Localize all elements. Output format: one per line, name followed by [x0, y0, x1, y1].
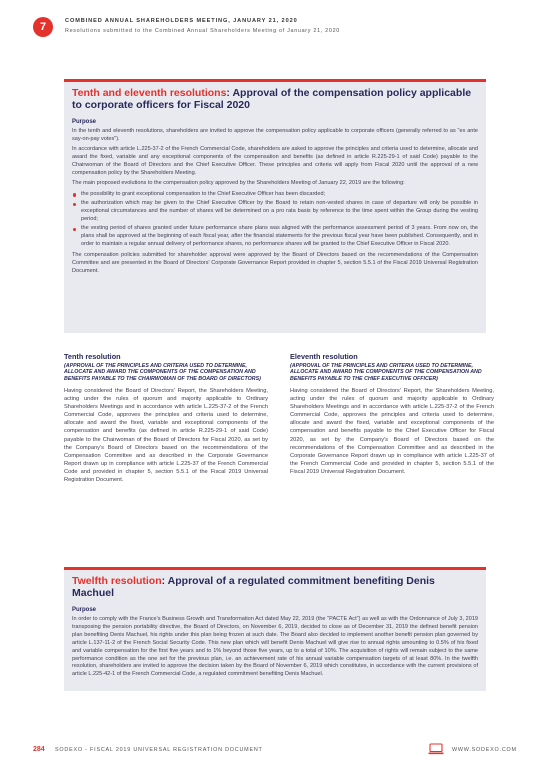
- bullet-dot-icon: [73, 203, 76, 206]
- header-subtitle: Resolutions submitted to the Combined Annual Shareholders Meeting of January 21, 2020: [65, 27, 340, 34]
- section-twelfth: [64, 567, 486, 691]
- website-link[interactable]: WWW.SODEXO.COM: [452, 747, 517, 753]
- resolution-body: Having considered the Board of Directors' Report, the Shareholders Meeting, acting under the rules of quorum and majority applicable to Ordinary Shareholders Meetings and in accordance with article L.225-37-2 of the French Commercial Code, approves the principles and criteria used to determine, allocate and award the fixed, variable and exceptional components of the compensation and benefits (as defined in article R.225-29-1 of said Code) payable to the Chairwoman of the Board of Directors for Fiscal 2020, as set by the Company's Board of Directors based on the recommendations of the Compensation Committee and as described in the Corporate Governance Report drawn up in compliance with article L.225-37 of the French Commercial Code and provided in chapter 5, section 5.5.1 of the Fiscal 2019 Universal Registration Document.: [64, 388, 268, 483]
- list-item: the possibility to grant exceptional compensation to the Chief Executive Officer has been discarded;: [72, 191, 478, 199]
- page-number: 284: [33, 746, 45, 753]
- resolution-title: Tenth resolution: [64, 352, 121, 361]
- bullet-dot-icon: [73, 228, 76, 231]
- resolution-title: Eleventh resolution: [290, 352, 358, 361]
- list-item: the vesting period of shares granted under future performance share plans was aligned with the performance assessment period of 3 years. From now on, the plans shall be approved at the beginning of each fiscal year, after the financial statements for the previous fiscal year have been published. Consequently, and in order to maintain a regular annual delivery of performance shares, no performance shares will be granted to the Chief Executive Officer in Fiscal 2020.: [72, 225, 478, 249]
- bullet-dot-icon: [73, 193, 76, 196]
- paragraph: In order to comply with the France's Business Growth and Transformation Act dated May 22, 2019 (the "PACTE Act") as well as with the Ordonnance of July 3, 2019 transposing the pension portability directive, the Board of Directors, on November 6, 2019, decided to close as of December 31, 2019 the defined benefit pension plan benefiting Denis Machuel, his rights under this plan being frozen at such date. The Board also decided to implement another benefit pension plan governed by article L.137-11-2 of the French Social Security Code. This new plan which will benefit Denis Machuel will give rise to annual rights amounting to 0.5% of his fixed and variable compensation for the first five years and to 1% beyond those five years, up to a total of 10%. The acquisition of rights will remain subject to the same performance condition as the one set for the previous plan, i.e. an achievement rate of his annual variable compensation targets of at least 80%. In the twelfth resolution, shareholders are invited to approve the decision taken by the Board of November 6, 2019 which constitutes, in accordance with the current provisions of article L.225-42-1 of the French Commercial Code, a regulated commitment benefiting Denis Machuel.: [72, 616, 478, 678]
- purpose-heading: Purpose: [72, 607, 97, 613]
- paragraph: The compensation policies submitted for shareholder approval were approved by the Board of Directors based on the recommendations of the Compensation Committee and are presented in the Board of Directors' Corporate Governance Report provided in chapter 5, section 5.5.1 of the Fiscal 2019 Universal Registration Document.: [72, 251, 478, 274]
- section-title-highlight: Twelfth resolution: [72, 575, 162, 587]
- section-title: [72, 576, 478, 599]
- section-title-rest: : Approval of the compensation policy applicable to corporate officers for Fiscal 2020: [72, 87, 472, 111]
- resolution-body: Having considered the Board of Directors' Report, the Shareholders Meeting, acting under the rules of quorum and majority applicable to Ordinary Shareholders Meetings and in accordance with article L.225-37-2 of the French Commercial Code, approves the principles and criteria used to determine, allocate and award the fixed, variable and exceptional components of the compensation and benefits payable to the Chief Executive Officer for Fiscal 2020, as set by the Company's Board of Directors based on the recommendations of the Compensation Committee and as described in the Corporate Governance Report drawn up in compliance with article L.225-37 of the French Commercial Code and provided in chapter 5, section 5.5.1 of the Fiscal 2019 Universal Registration Document.: [290, 388, 494, 475]
- tenth-resolution: [64, 352, 268, 484]
- footer-document-title: SODEXO - FISCAL 2019 UNIVERSAL REGISTRATION DOCUMENT: [55, 747, 263, 753]
- section-title-rest: : Approval of a regulated commitment benefiting Denis Machuel: [72, 575, 435, 599]
- list-item: the authorization which may be given to the Chief Executive Officer by the Board to retain non-vested shares in case of departure will only be possible in exceptional circumstances and the number of shares will be determined on a pro rata basis by reference to the time spent within the Group during the vesting period;: [72, 200, 478, 224]
- page-footer: [33, 744, 523, 758]
- paragraph: In the tenth and eleventh resolutions, shareholders are invited to approve the compensation policy applicable to corporate officers (generally referred to as "ex ante say-on-pay votes").: [72, 128, 478, 142]
- purpose-heading: Purpose: [72, 119, 97, 125]
- eleventh-resolution: [290, 352, 494, 476]
- paragraph: In accordance with article L.225-37-2 of the French Commercial Code, shareholders are asked to approve the principles and criteria used to determine, allocate and award the fixed, variable and any exceptional components of the compensation and benefits (as defined in article R.225-29-1 of said Code) payable to the Chairwoman of the Board of Directors and the Chief Executive Officer. These principles and criteria will apply from Fiscal 2020 until the approval of a new compensation policy by the Shareholders Meeting.: [72, 146, 478, 177]
- resolution-subtitle: (APPROVAL OF THE PRINCIPLES AND CRITERIA USED TO DETERMINE, ALLOCATE AND AWARD THE COMPONENTS OF THE COMPENSATION AND BENEFITS PAYABLE TO THE CHAIRWOMAN OF THE BOARD OF DIRECTORS): [64, 363, 261, 382]
- header-title: COMBINED ANNUAL SHAREHOLDERS MEETING, JANUARY 21, 2020: [65, 18, 298, 24]
- section-tenth-eleventh: [64, 79, 486, 333]
- resolution-subtitle: (APPROVAL OF THE PRINCIPLES AND CRITERIA USED TO DETERMINE, ALLOCATE AND AWARD THE COMPONENTS OF THE COMPENSATION AND BENEFITS PAYABLE TO THE CHIEF EXECUTIVE OFFICER): [290, 363, 482, 382]
- evolutions-list: [72, 191, 478, 249]
- page-header: [33, 15, 523, 41]
- computer-icon: [428, 743, 444, 755]
- paragraph: The main proposed evolutions to the compensation policy approved by the Shareholders Meeting of January 22, 2019 are the following:: [72, 180, 405, 187]
- section-title: [72, 88, 478, 111]
- section-title-highlight: Tenth and eleventh resolutions: [72, 87, 227, 99]
- chapter-badge: 7: [33, 17, 53, 37]
